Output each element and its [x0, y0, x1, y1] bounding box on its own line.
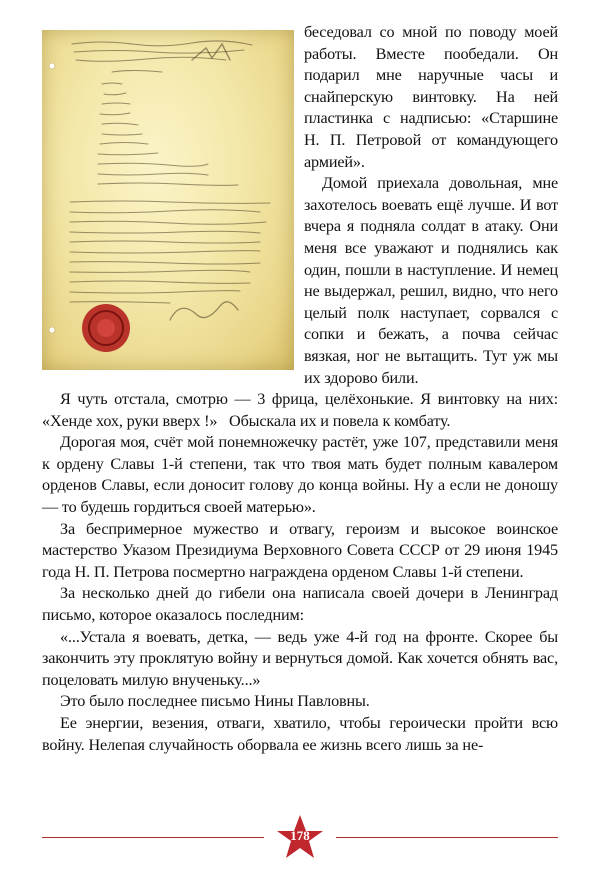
paragraph: «...Устала я воевать, детка, — ведь уже 4-й год на фронте. Скорее бы закончить эту проклятую войну и вернуться домой. Как хочется обнять вас, поцеловать милую внученьку...»: [42, 627, 558, 689]
paragraph: За беспримерное мужество и отвагу, героизм и высокое воинское мастерство Указом Президиума Верховного Совета СССР от 29 июня 1945 года Н. П. Петрова посмертно награждена орденом Славы 1-й степени.: [42, 519, 558, 581]
page-footer: [42, 818, 558, 870]
document-image: [42, 30, 294, 370]
archival-document-photo: [42, 30, 294, 370]
page-number: 178: [290, 828, 310, 843]
paragraph: Домой приехала довольная, мне захотелось воевать ещё лучше. И вот вчера я подняла солдат в атаку. Они меня все уважают и поднялись как один, пошли в наступление. И немец не выдержал, решил, видно, что него целый полк наступает, сорвался с сопки и бежать, а почва сейчас вязкая, ног не вытащить. Тут уж мы их здорово били.: [304, 174, 558, 387]
footer-rule-left: [42, 837, 264, 838]
paragraph: беседовал со мной по поводу моей работы. Вместе пообедали. Он подарил мне наручные часы и снайперскую винтовку. На ней пластинка с надписью: «Старшине Н. П. Петровой от командующего армией».: [304, 23, 558, 171]
paragraph: Ее энергии, везения, отваги, хватило, чтобы героически пройти всю войну. Нелепая случайность оборвала ее жизнь всего лишь за не-: [42, 714, 558, 754]
document-page: [42, 22, 562, 756]
paragraph: Дорогая моя, счёт мой понемножечку растёт, уже 107, представили меня к ордену Славы 1-й степени, так что твоя мать будет полным кавалером орденов Славы, если доносит голову до конца войны. Ну а если не доношу — то будешь гордиться своей матерью».: [42, 433, 558, 517]
red-seal-icon: [82, 304, 130, 352]
footer-rule-right: [336, 837, 558, 838]
paragraph: За несколько дней до гибели она написала своей дочери в Ленинград письмо, которое оказалось последним:: [42, 584, 558, 625]
paragraph: Я чуть отстала, смотрю — 3 фрица, целёхонькие. Я винтовку на них: «Хенде хох, руки вверх !» Обыскала их и повела к комбату.: [42, 390, 562, 430]
paragraph: Это было последнее письмо Нины Павловны.: [60, 692, 370, 711]
